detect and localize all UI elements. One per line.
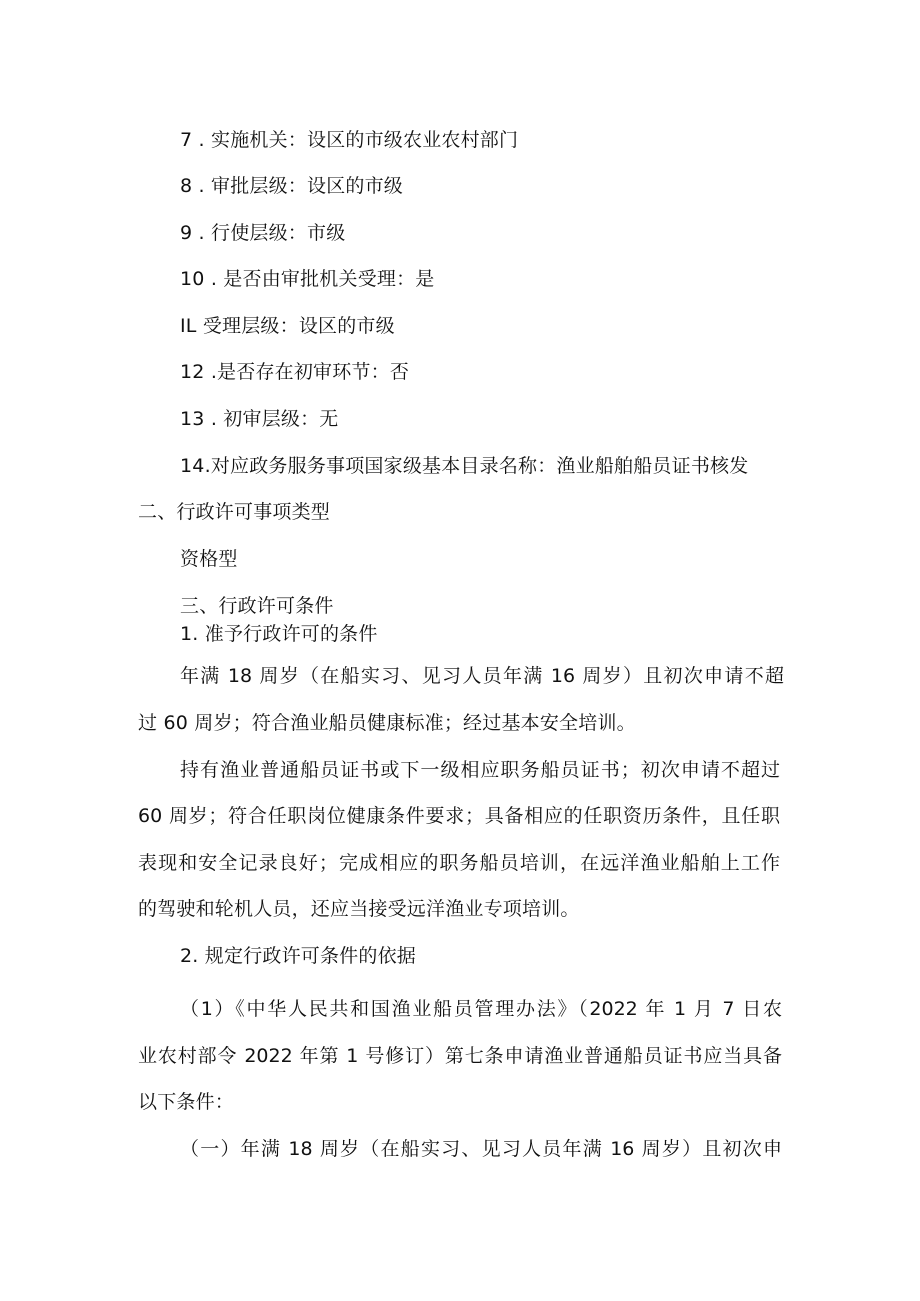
- para2-line-1: 持有渔业普通船员证书或下一级相应职务船员证书；初次申请不超过: [180, 759, 780, 781]
- item-9: 9 . 行使层级：市级: [180, 222, 346, 244]
- subsection-1-heading: 1. 准予行政许可的条件: [180, 623, 378, 645]
- para3-line-2: 业农村部令 2022 年第 1 号修订）第七条申请渔业普通船员证书应当具备: [138, 1045, 782, 1067]
- section-3-heading: 三、行政许可条件: [180, 595, 334, 617]
- para1-line-2: 过 60 周岁；符合渔业船员健康标准；经过基本安全培训。: [138, 712, 636, 734]
- section-2-value: 资格型: [180, 548, 238, 570]
- para1-line-1: 年满 18 周岁（在船实习、见习人员年满 16 周岁）且初次申请不超: [180, 665, 784, 687]
- para4-line-1: （一）年满 18 周岁（在船实习、见习人员年满 16 周岁）且初次申: [180, 1138, 782, 1160]
- item-14: 14.对应政务服务事项国家级基本目录名称：渔业船舶船员证书核发: [180, 455, 749, 477]
- subsection-2-heading: 2. 规定行政许可条件的依据: [180, 945, 416, 967]
- section-2-heading: 二、行政许可事项类型: [138, 501, 331, 523]
- item-11: IL 受理层级：设区的市级: [180, 315, 395, 337]
- para2-line-4: 的驾驶和轮机人员，还应当接受远洋渔业专项培训。: [138, 898, 580, 920]
- item-8: 8 . 审批层级：设区的市级: [180, 175, 404, 197]
- para2-line-3: 表现和安全记录良好；完成相应的职务船员培训，在远洋渔业船舶上工作: [138, 852, 780, 874]
- item-7: 7 . 实施机关：设区的市级农业农村部门: [180, 129, 519, 151]
- para3-line-3: 以下条件：: [138, 1091, 235, 1113]
- item-12: 12 .是否存在初审环节：否: [180, 361, 410, 383]
- para2-line-2: 60 周岁；符合任职岗位健康条件要求；具备相应的任职资历条件，且任职: [138, 805, 780, 827]
- item-10: 10 . 是否由审批机关受理：是: [180, 268, 435, 290]
- item-13: 13 . 初审层级：无: [180, 408, 339, 430]
- para3-line-1: （1）《中华人民共和国渔业船员管理办法》（2022 年 1 月 7 日农: [180, 998, 782, 1020]
